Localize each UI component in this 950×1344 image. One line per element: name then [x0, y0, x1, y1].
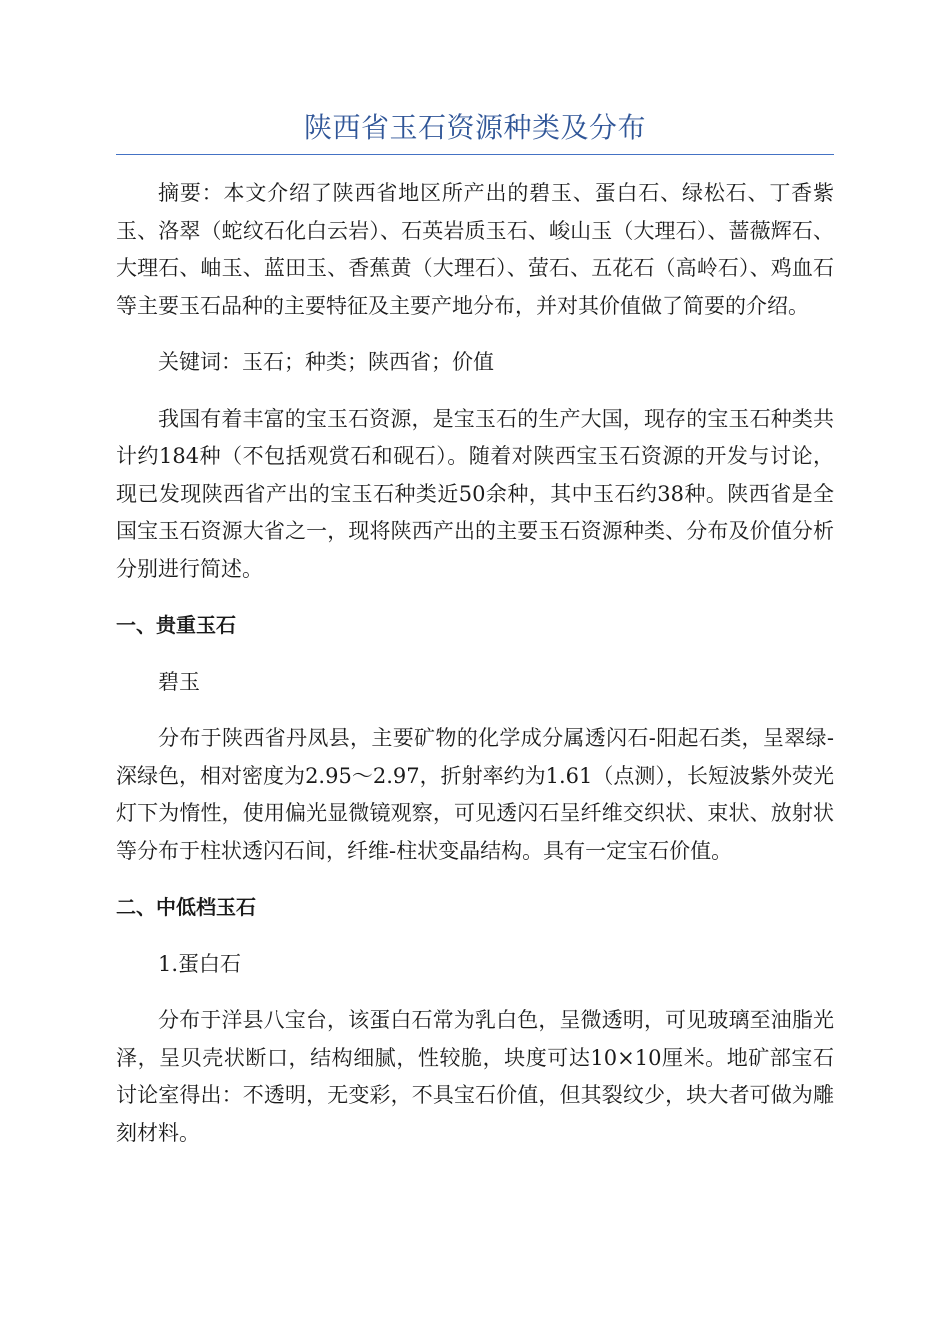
keywords-paragraph: 关键词：玉石；种类；陕西省；价值	[158, 350, 494, 374]
abstract-paragraph: 摘要：本文介绍了陕西省地区所产出的碧玉、蛋白石、绿松石、丁香紫玉、洛翠（蛇纹石化白云岩）、石英岩质玉石、峻山玉（大理石）、蔷薇辉石、大理石、岫玉、蓝田玉、香蕉黄（大理石）、萤石、五花石（高岭石）、鸡血石等主要玉石品种的主要特征及主要产地分布，并对其价值做了简要的介绍。	[116, 181, 834, 318]
document-title: 陕西省玉石资源种类及分布	[303, 111, 646, 144]
subheading-jasper: 碧玉	[158, 669, 200, 694]
subheading-opal: 1.蛋白石	[158, 951, 242, 976]
intro-paragraph: 我国有着丰富的宝玉石资源，是宝玉石的生产大国，现存的宝玉石种类共计约184种（不包括观赏石和砚石）。随着对陕西宝玉石资源的开发与讨论，现已发现陕西省产出的宝玉石种类近50余种，其中玉石约38种。陕西省是全国宝玉石资源大省之一，现将陕西产出的主要玉石资源种类、分布及价值分析分别进行简述。	[116, 406, 834, 581]
title-divider	[116, 154, 834, 155]
document-body	[116, 175, 834, 1152]
jasper-paragraph: 分布于陕西省丹凤县，主要矿物的化学成分属透闪石-阳起石类，呈翠绿-深绿色，相对密度为2.95～2.97，折射率约为1.61（点测），长短波紫外荧光灯下为惰性，使用偏光显微镜观察，可见透闪石呈纤维交织状、束状、放射状等分布于柱状透闪石间，纤维-柱状变晶结构。具有一定宝石价值。	[116, 726, 834, 863]
opal-paragraph: 分布于洋县八宝台，该蛋白石常为乳白色，呈微透明，可见玻璃至油脂光泽，呈贝壳状断口，结构细腻，性较脆，块度可达10×10厘米。地矿部宝石讨论室得出：不透明，无变彩，不具宝石价值，但其裂纹少，块大者可做为雕刻材料。	[116, 1008, 834, 1145]
section-heading-precious-jade: 一、贵重玉石	[116, 613, 236, 637]
section-heading-mid-low-jade: 二、中低档玉石	[116, 895, 256, 919]
